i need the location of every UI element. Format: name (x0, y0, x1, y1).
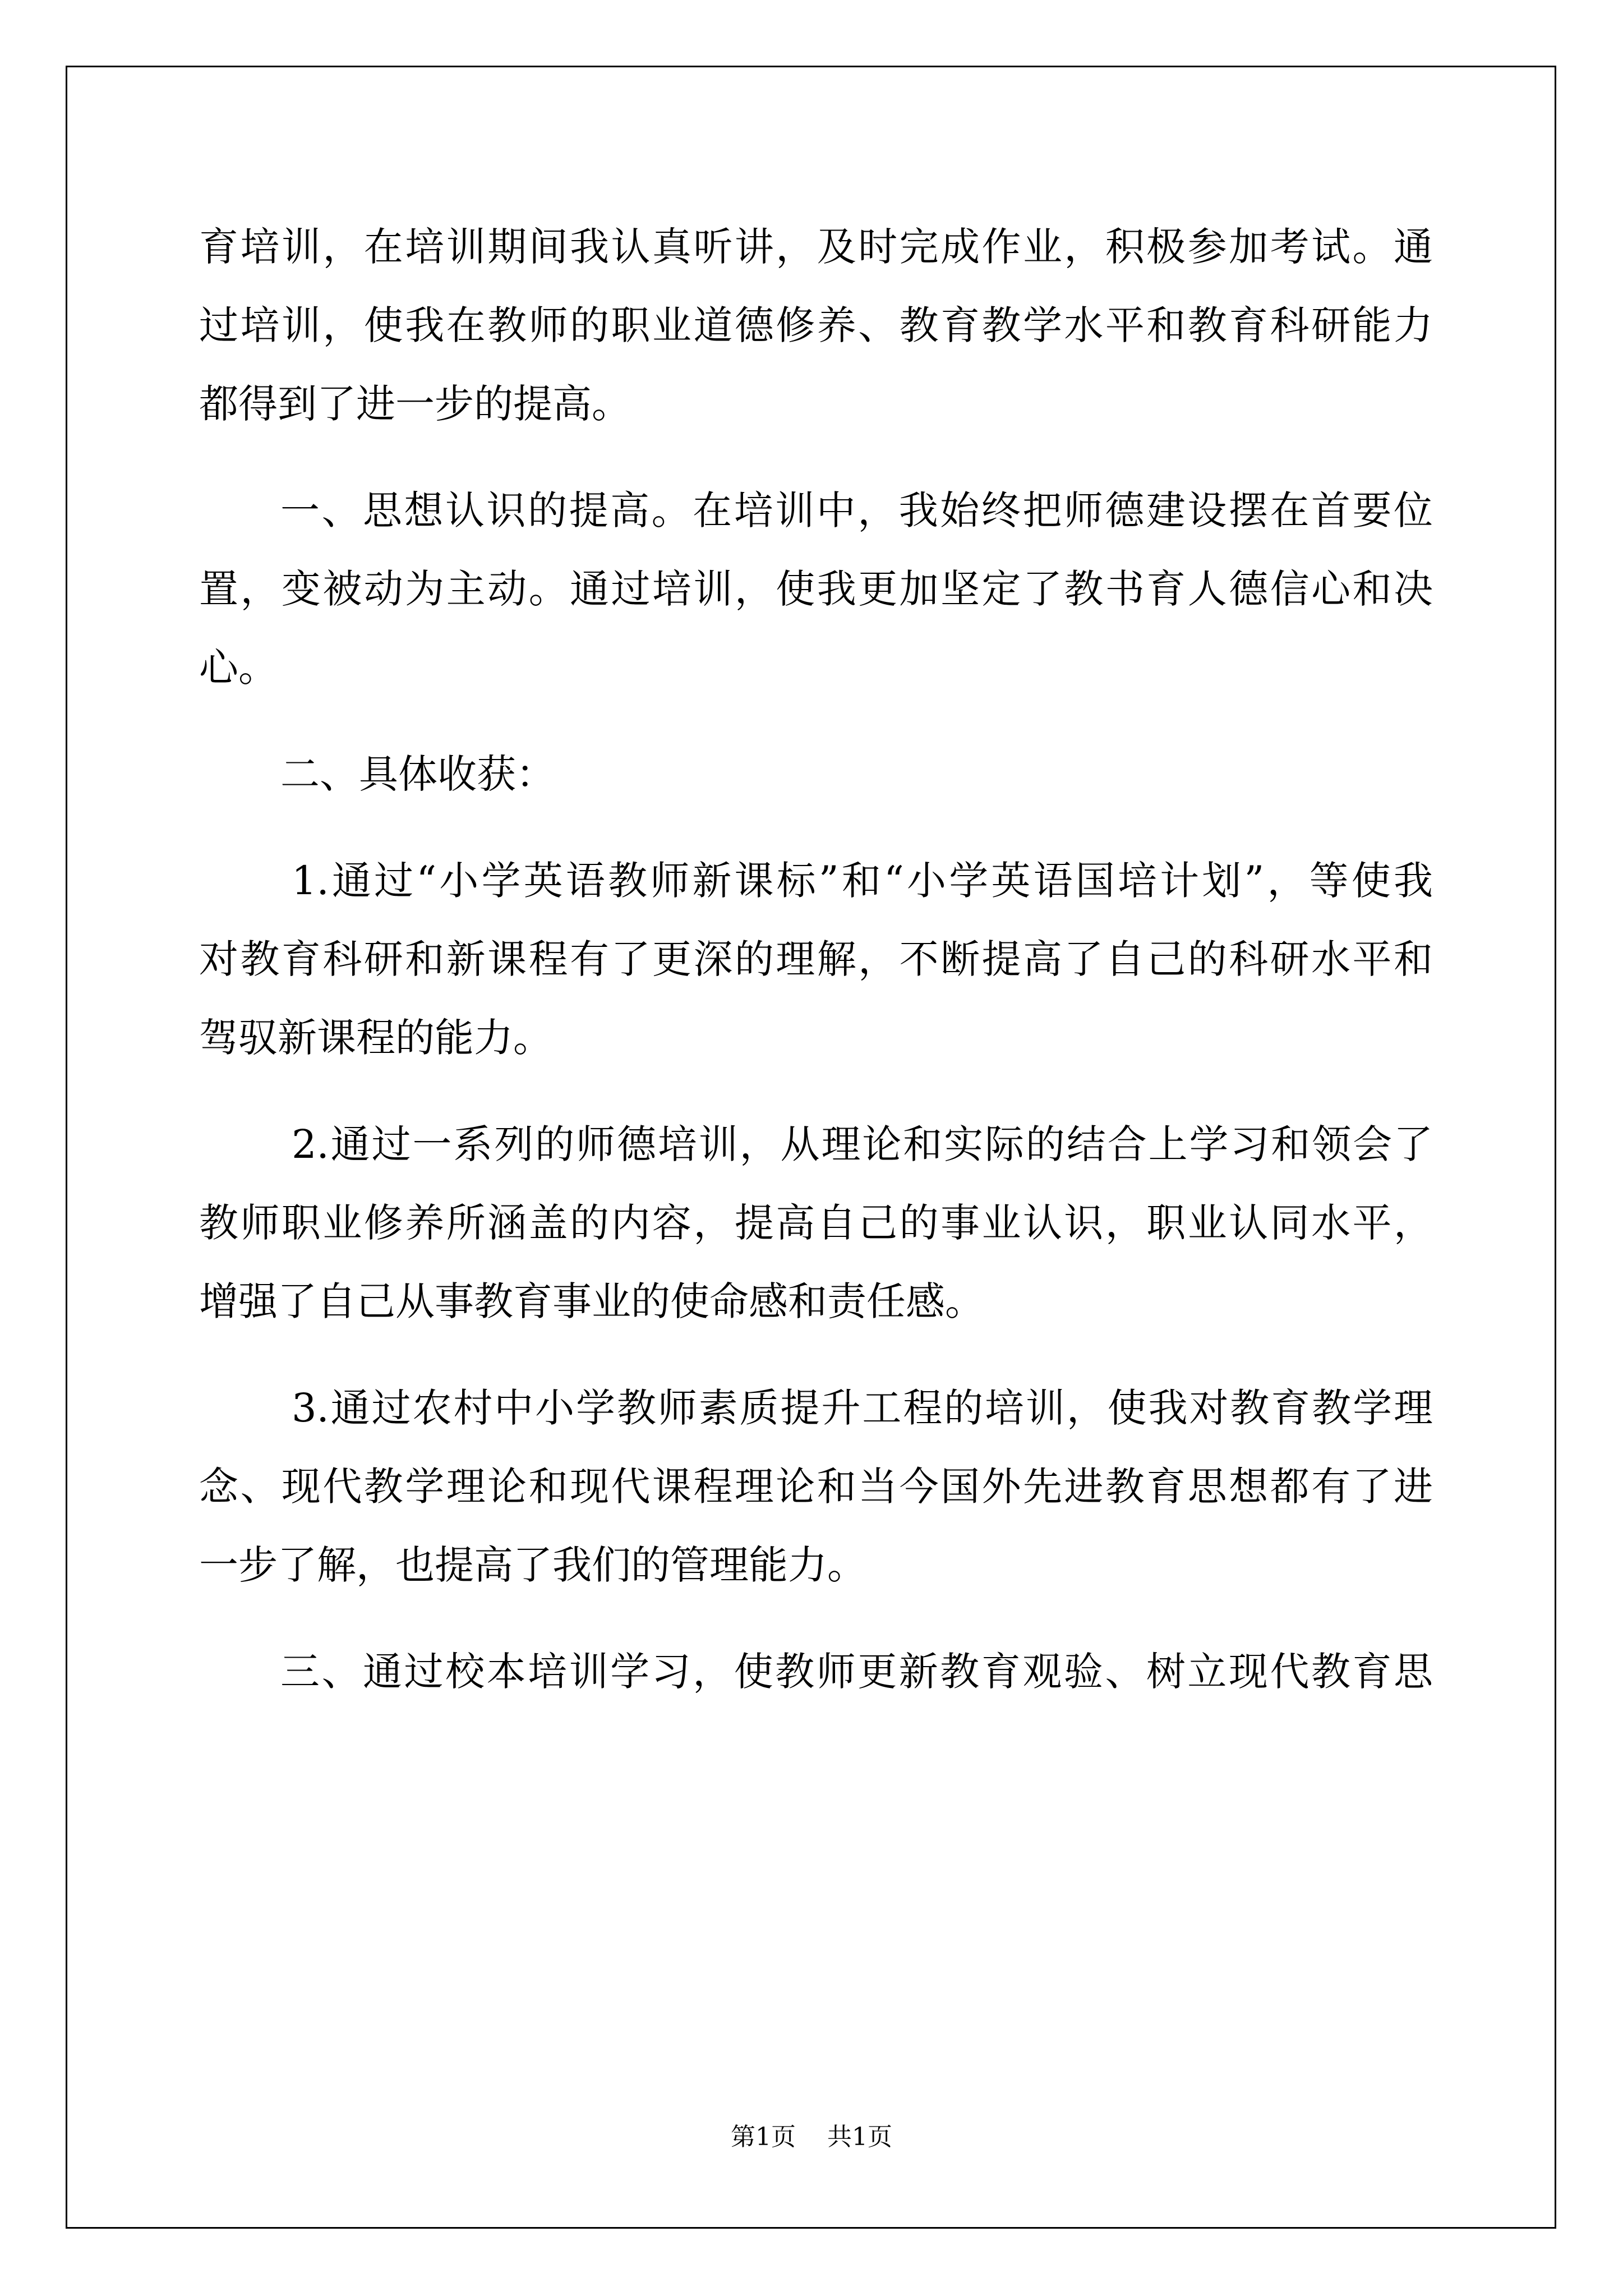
text-line: 对教育科研和新课程有了更深的理解，不断提高了自己的科研水平和 (199, 936, 1433, 982)
text-line: 1.通过“小学英语教师新课标”和“小学英语国培计划”，等使我 (292, 858, 1433, 904)
text-line: 增强了自己从事教育事业的使命感和责任感。 (199, 1278, 984, 1324)
text-line: 念、现代教学理论和现代课程理论和当今国外先进教育思想都有了进 (199, 1464, 1433, 1510)
text-line: 育培训，在培训期间我认真听讲，及时完成作业，积极参加考试。通 (199, 224, 1433, 270)
text-line: 心。 (199, 645, 278, 691)
text-line: 一步了解，也提高了我们的管理能力。 (199, 1542, 866, 1588)
text-line: 都得到了进一步的提高。 (199, 381, 631, 427)
text-line: 过培训，使我在教师的职业道德修养、教育教学水平和教育科研能力 (199, 302, 1433, 348)
text-line: 驾驭新课程的能力。 (199, 1015, 552, 1061)
text-line: 置，变被动为主动。通过培训，使我更加坚定了教书育人德信心和决 (199, 566, 1433, 612)
text-line: 三、通过校本培训学习，使教师更新教育观验、树立现代教育思 (280, 1649, 1433, 1695)
text-line: 3.通过农村中小学教师素质提升工程的培训，使我对教育教学理 (292, 1385, 1433, 1431)
text-line: 2.通过一系列的师德培训，从理论和实际的结合上学习和领会了 (292, 1121, 1433, 1167)
text-line: 一、思想认识的提高。在培训中，我始终把师德建设摆在首要位 (280, 487, 1433, 533)
text-line: 教师职业修养所涵盖的内容，提高自己的事业认识，职业认同水平， (199, 1200, 1433, 1246)
page-footer: 第1页 共1页 (731, 2123, 892, 2151)
text-line: 二、具体收获： (280, 751, 555, 797)
